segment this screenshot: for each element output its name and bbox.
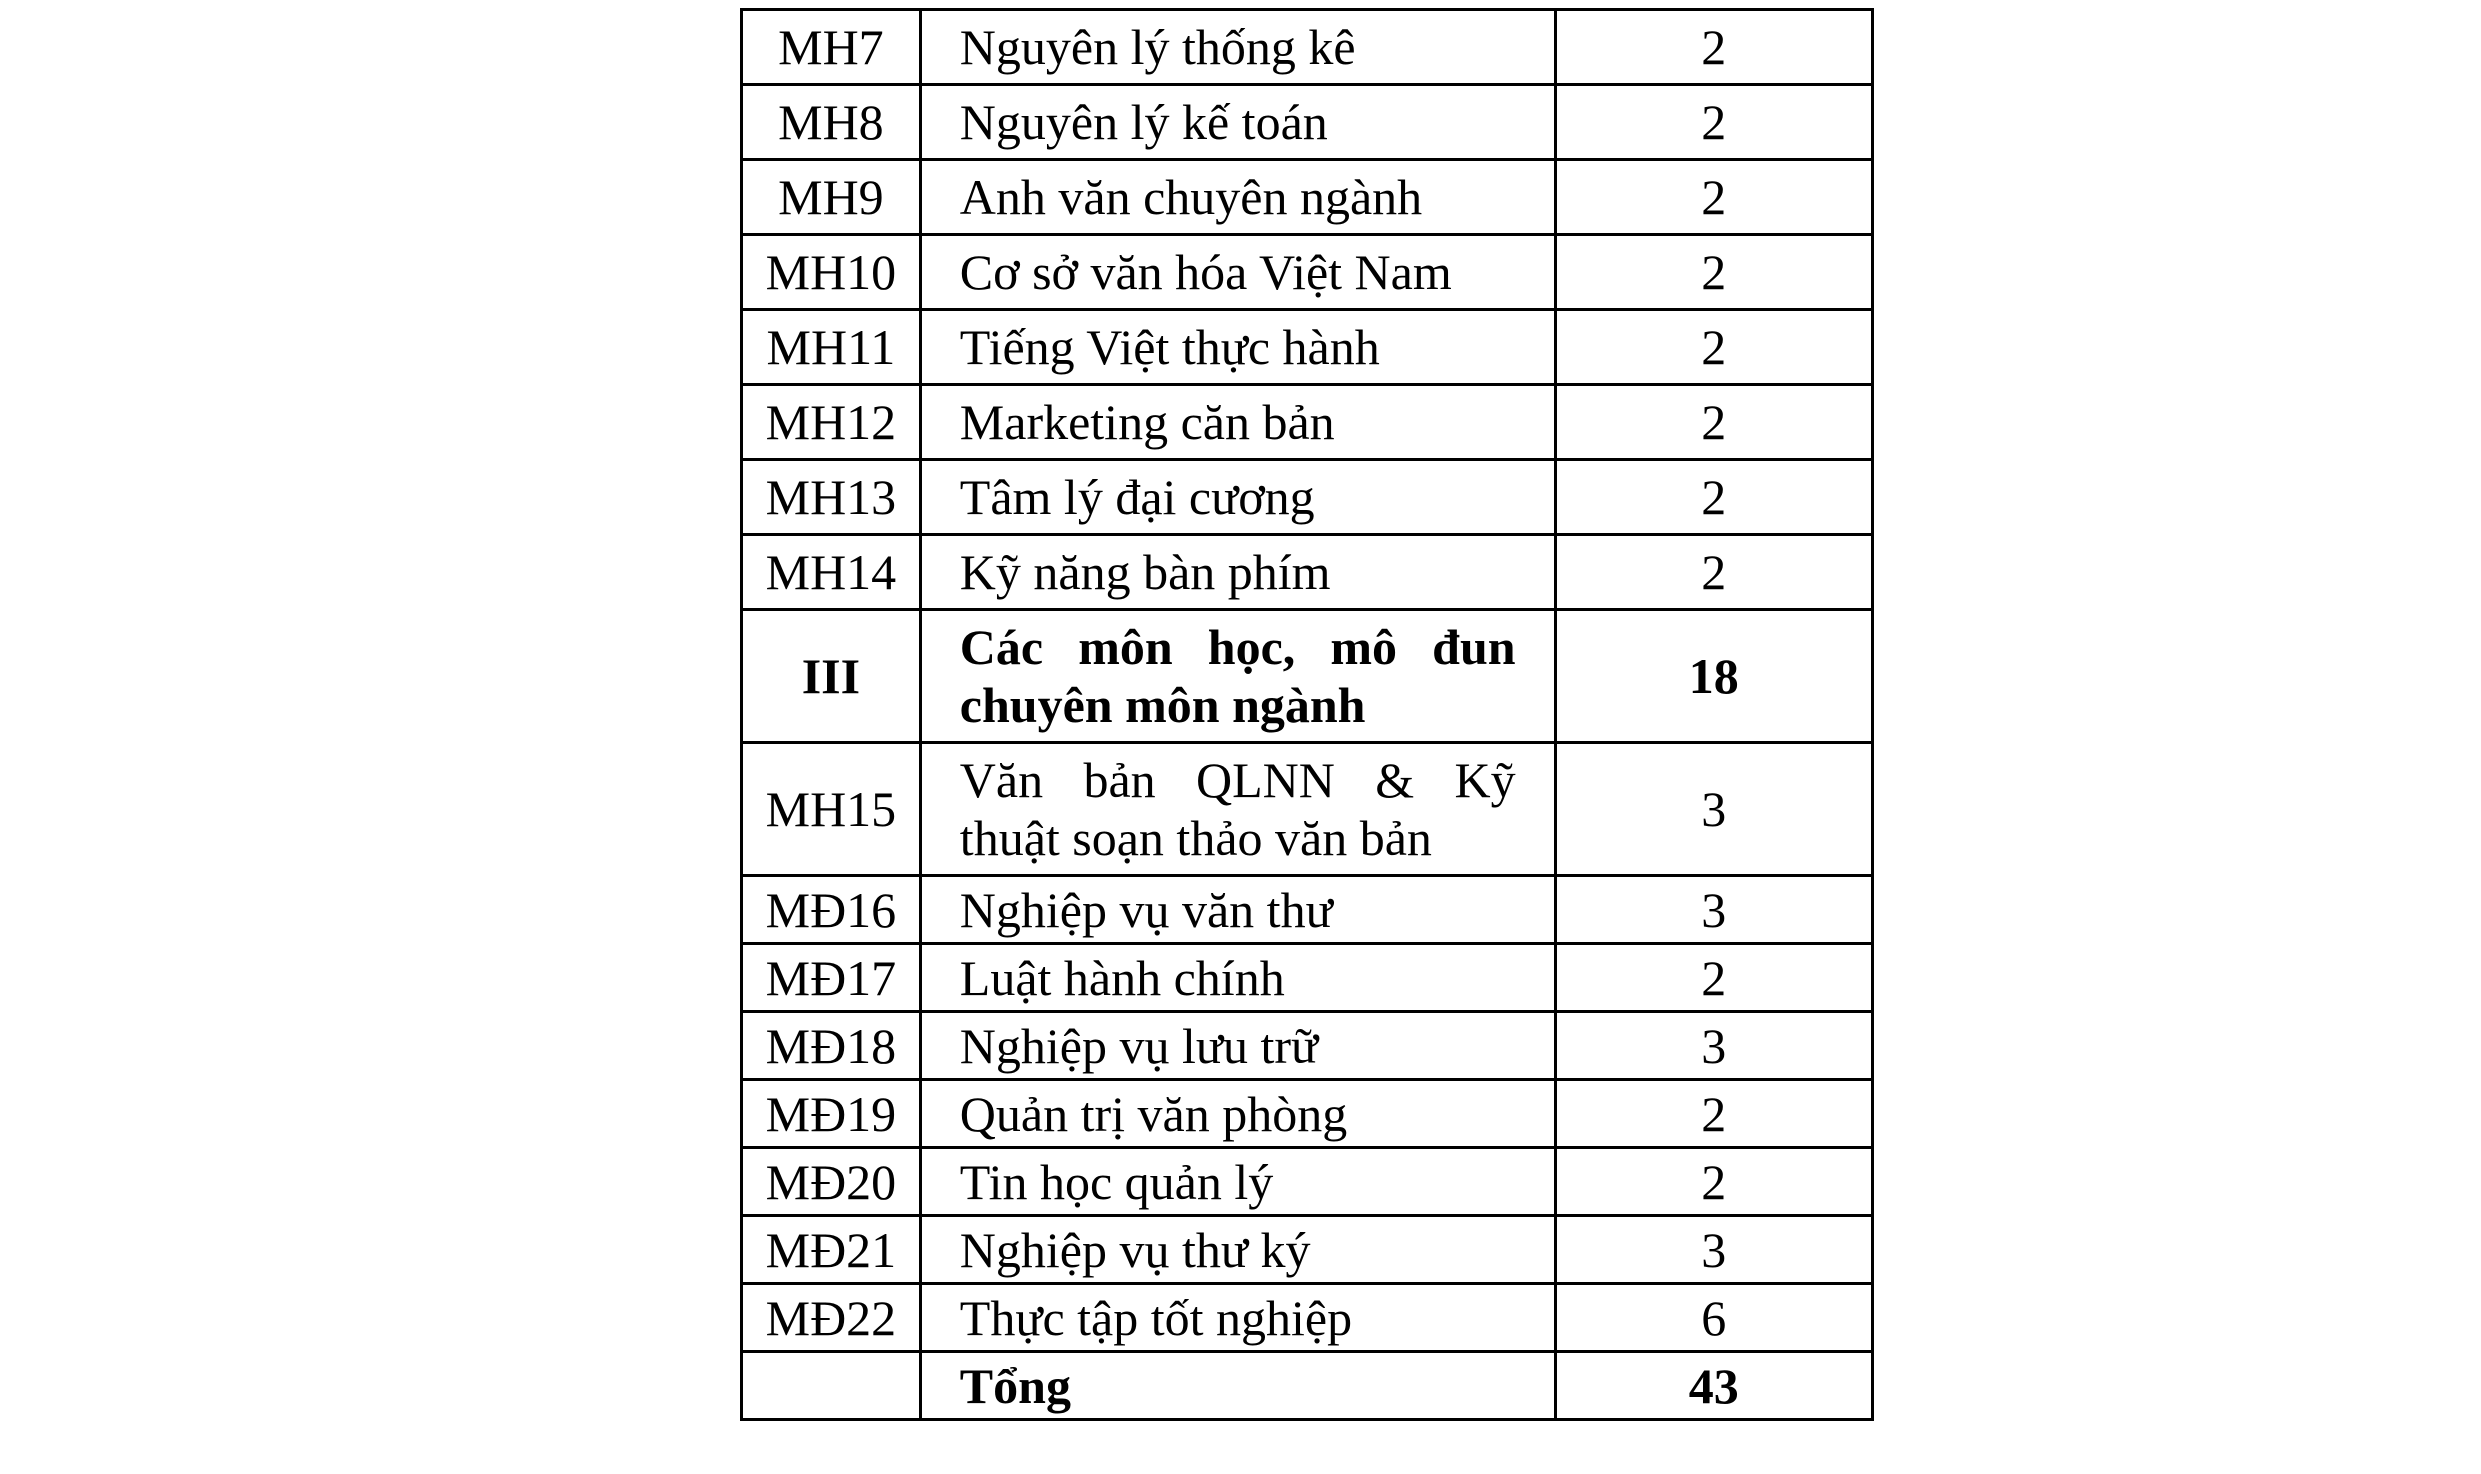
course-code: MĐ17 (742, 944, 921, 1012)
table-row (742, 1216, 1873, 1284)
course-name: Cơ sở văn hóa Việt Nam (920, 235, 1555, 310)
table-row (742, 1080, 1873, 1148)
course-credits: 2 (1555, 85, 1872, 160)
course-name: Nghiệp vụ văn thư (920, 876, 1555, 944)
course-code: MH14 (742, 535, 921, 610)
section-credits: 18 (1555, 610, 1872, 743)
course-credits: 2 (1555, 160, 1872, 235)
table-row (742, 944, 1873, 1012)
table-row (742, 235, 1873, 310)
course-name: Nguyên lý kế toán (920, 85, 1555, 160)
course-credits: 3 (1555, 1012, 1872, 1080)
table-row (742, 876, 1873, 944)
course-name: Văn bản QLNN & Kỹ thuật soạn thảo văn bản (920, 743, 1555, 876)
table-row (742, 1148, 1873, 1216)
course-credits: 3 (1555, 876, 1872, 944)
course-name: Tin học quản lý (920, 1148, 1555, 1216)
course-code: MH10 (742, 235, 921, 310)
total-code (742, 1352, 921, 1420)
table-row (742, 1012, 1873, 1080)
course-code: MH13 (742, 460, 921, 535)
total-credits: 43 (1555, 1352, 1872, 1420)
table-row (742, 85, 1873, 160)
course-credits: 2 (1555, 385, 1872, 460)
section-title: Các môn học, mô đun chuyên môn ngành (920, 610, 1555, 743)
course-code: MH11 (742, 310, 921, 385)
table-row (742, 160, 1873, 235)
curriculum-table (740, 8, 1874, 1421)
course-name: Thực tập tốt nghiệp (920, 1284, 1555, 1352)
table-row (742, 460, 1873, 535)
course-code: MĐ20 (742, 1148, 921, 1216)
course-code: MĐ16 (742, 876, 921, 944)
course-credits: 2 (1555, 535, 1872, 610)
course-credits: 2 (1555, 1080, 1872, 1148)
course-credits: 3 (1555, 1216, 1872, 1284)
table-row (742, 535, 1873, 610)
course-credits: 6 (1555, 1284, 1872, 1352)
total-label: Tổng (920, 1352, 1555, 1420)
course-credits: 2 (1555, 460, 1872, 535)
course-name: Kỹ năng bàn phím (920, 535, 1555, 610)
course-name: Tâm lý đại cương (920, 460, 1555, 535)
course-name: Quản trị văn phòng (920, 1080, 1555, 1148)
total-row (742, 1352, 1873, 1420)
course-name: Marketing căn bản (920, 385, 1555, 460)
course-name: Nguyên lý thống kê (920, 10, 1555, 85)
course-code: MH7 (742, 10, 921, 85)
course-credits: 2 (1555, 10, 1872, 85)
table-row (742, 385, 1873, 460)
course-name: Luật hành chính (920, 944, 1555, 1012)
table-row (742, 10, 1873, 85)
course-name: Anh văn chuyên ngành (920, 160, 1555, 235)
course-code: MĐ21 (742, 1216, 921, 1284)
course-name: Nghiệp vụ lưu trữ (920, 1012, 1555, 1080)
course-code: MH12 (742, 385, 921, 460)
course-code: MĐ19 (742, 1080, 921, 1148)
course-credits: 2 (1555, 235, 1872, 310)
course-credits: 2 (1555, 310, 1872, 385)
course-credits: 3 (1555, 743, 1872, 876)
course-name: Nghiệp vụ thư ký (920, 1216, 1555, 1284)
course-credits: 2 (1555, 944, 1872, 1012)
course-code: MH15 (742, 743, 921, 876)
table-row (742, 1284, 1873, 1352)
course-credits: 2 (1555, 1148, 1872, 1216)
course-code: MH9 (742, 160, 921, 235)
course-code: MĐ18 (742, 1012, 921, 1080)
table-row (742, 743, 1873, 876)
section-header-row (742, 610, 1873, 743)
table-row (742, 310, 1873, 385)
section-number: III (742, 610, 921, 743)
course-name: Tiếng Việt thực hành (920, 310, 1555, 385)
course-code: MH8 (742, 85, 921, 160)
course-code: MĐ22 (742, 1284, 921, 1352)
